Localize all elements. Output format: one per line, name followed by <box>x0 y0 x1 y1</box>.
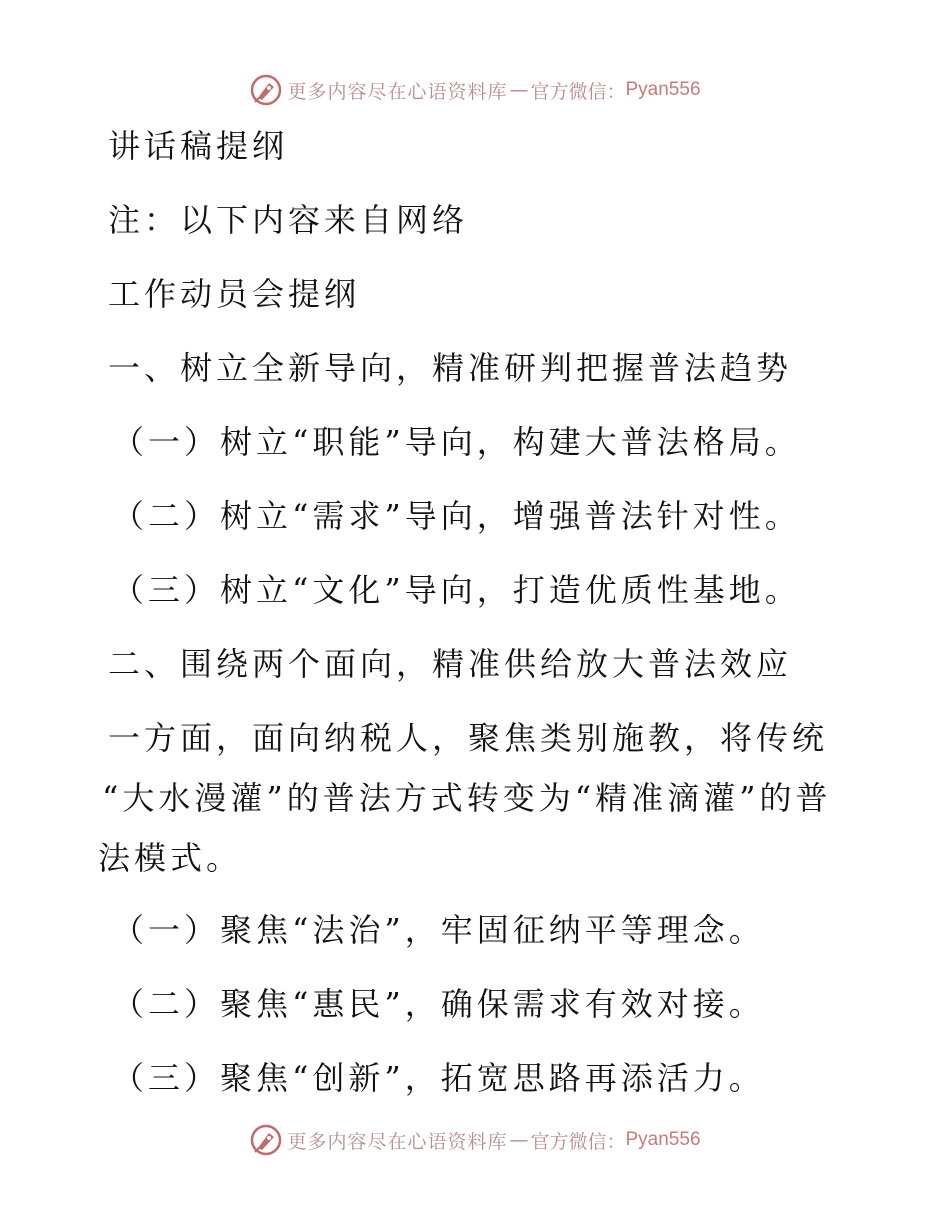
heading-part-two: 二、围绕两个面向，精准供给放大普法效应 <box>108 645 793 683</box>
watermark-wechat-id: Pyan556 <box>625 1129 701 1150</box>
watermark-text: 更多内容尽在心语资料库 <box>287 1130 508 1153</box>
doc-title: 讲话稿提纲 <box>108 127 289 165</box>
footer-watermark <box>0 1120 950 1160</box>
header-watermark <box>0 70 950 110</box>
pen-nib-icon <box>249 1123 283 1157</box>
heading-part-one: 一、树立全新导向，精准研判把握普法趋势 <box>108 349 793 387</box>
watermark-wechat-label: 官方微信： <box>530 80 626 103</box>
item-1-1: （一）树立“职能”导向，构建大普法格局。 <box>112 423 801 461</box>
watermark-text: 更多内容尽在心语资料库 <box>287 80 508 103</box>
pen-nib-icon <box>249 73 283 107</box>
item-2-1: （一）聚焦“法治”，牢固征纳平等理念。 <box>112 911 765 949</box>
paragraph-line-1: 一方面，面向纳税人，聚焦类别施教，将传统 <box>108 719 829 757</box>
doc-note: 注：以下内容来自网络 <box>108 201 469 239</box>
item-2-3: （三）聚焦“创新”，拓宽思路再添活力。 <box>112 1059 765 1097</box>
paragraph-line-3: 法模式。 <box>98 839 243 877</box>
item-2-2: （二）聚焦“惠民”，确保需求有效对接。 <box>112 985 765 1023</box>
watermark-separator: — <box>509 79 529 101</box>
watermark-wechat-id: Pyan556 <box>625 79 701 100</box>
paragraph-line-2: “大水漫灌”的普法方式转变为“精准滴灌”的普 <box>102 779 832 817</box>
item-1-2: （二）树立“需求”导向，增强普法针对性。 <box>112 497 801 535</box>
watermark-wechat-label: 官方微信： <box>530 1130 626 1153</box>
watermark-separator: — <box>509 1129 529 1151</box>
section-heading: 工作动员会提纲 <box>108 275 361 313</box>
item-1-3: （三）树立“文化”导向，打造优质性基地。 <box>112 571 801 609</box>
